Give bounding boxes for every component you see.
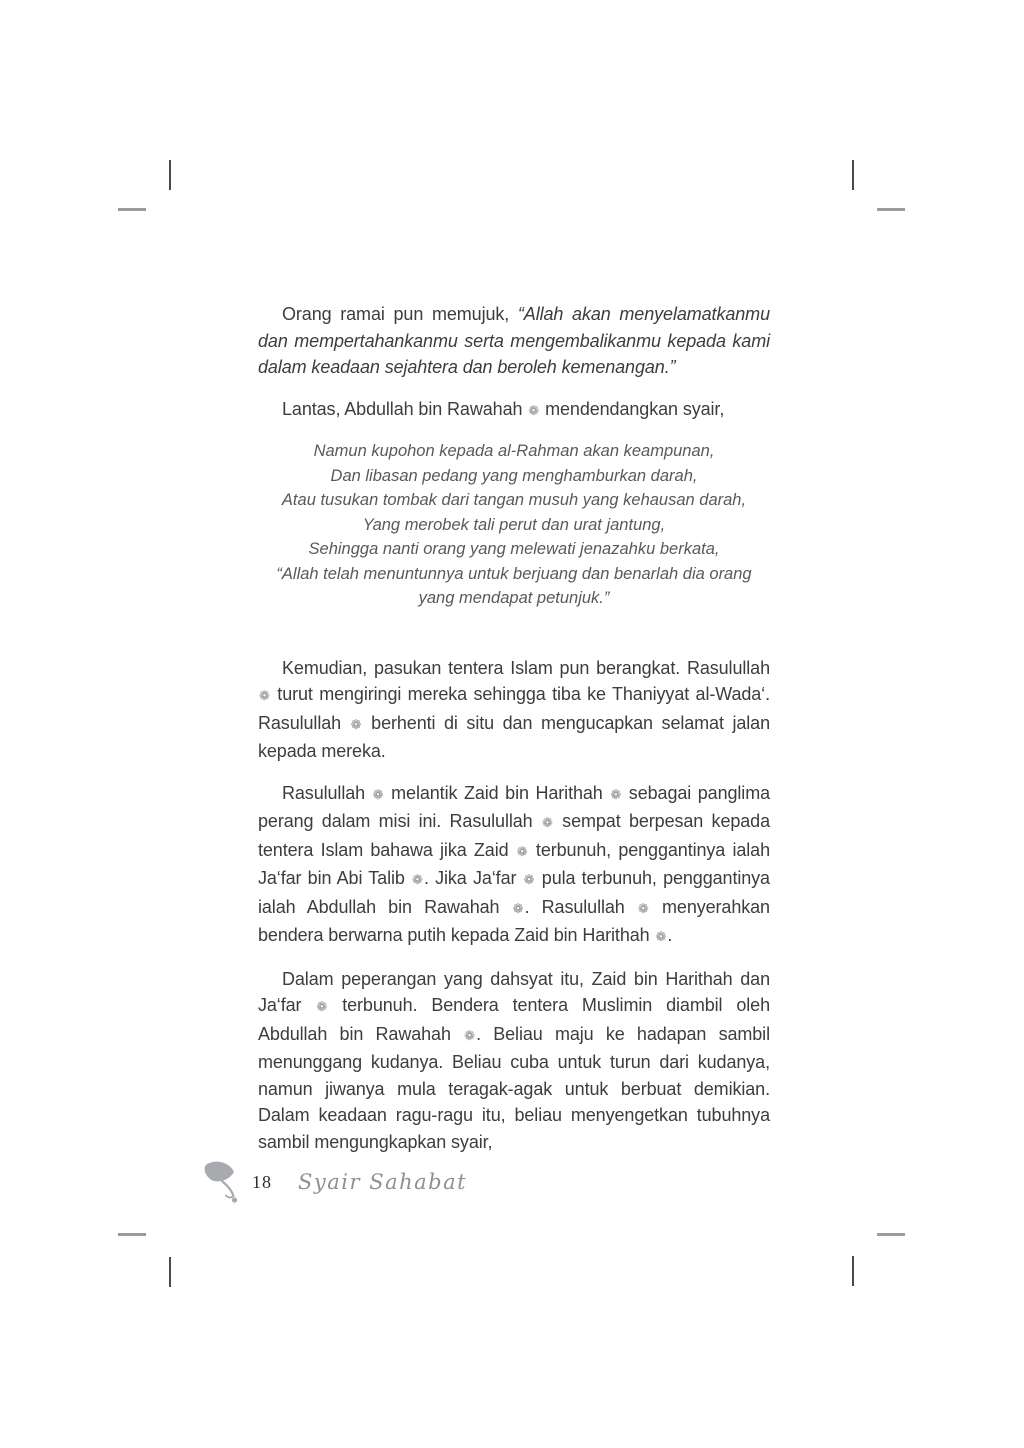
honorific-icon: ❁ — [512, 900, 524, 916]
honorific-icon: ❁ — [412, 872, 423, 887]
honorific-icon: ❁ — [610, 786, 622, 802]
crop-mark-bottom-left-horizontal — [118, 1233, 146, 1236]
text-column — [258, 301, 770, 1155]
crop-mark-top-left-horizontal — [118, 208, 146, 211]
honorific-icon: ❁ — [516, 843, 528, 859]
poem-line: Yang merobek tali perut dan urat jantung, — [362, 515, 666, 534]
paragraph-persuasion — [258, 301, 770, 381]
honorific-icon: ❁ — [528, 402, 540, 418]
crop-mark-bottom-right-horizontal — [877, 1233, 905, 1236]
crop-mark-top-left-vertical — [169, 160, 171, 190]
paragraph-lantas: Lantas, Abdullah bin Rawahah ❁ mendendangkan syair, — [282, 398, 725, 419]
poem-line: Atau tusukan tombak dari tangan musuh yang kehausan darah, — [281, 491, 747, 509]
honorific-icon: ❁ — [259, 688, 270, 703]
paragraph-appointment: Rasulullah ❁ melantik Zaid bin Harithah ❁ sebagai panglima perang dalam misi ini. Rasulullah ❁ sempat berpesan kepada tentera Islam bahawa jika Zaid ❁ terbunuh, penggantinya ialah Ja‘far bin Abi Talib ❁. Jika Ja‘far ❁ pula terbunuh, penggantinya ialah Abdullah bin Rawahah ❁. Rasulullah ❁ menyerahkan bendera berwarna putih kepada Zaid bin Harithah ❁. — [258, 782, 771, 945]
crop-mark-bottom-right-vertical — [852, 1256, 854, 1286]
honorific-icon: ❁ — [637, 900, 649, 916]
paragraph-persuasion-quote: “Allah akan menyelamatkanmu dan mempertahankanmu serta mengembalikanmu kepada kami dalam keadaan sejahtera dan beroleh kemenangan.” — [258, 304, 770, 377]
paragraph-persuasion-intro: Orang ramai pun memujuk, — [282, 304, 518, 324]
poem-line: Namun kupohon kepada al-Rahman akan keampunan, — [313, 442, 715, 460]
honorific-icon: ❁ — [655, 929, 667, 944]
honorific-icon: ❁ — [350, 716, 362, 732]
quill-feather-icon — [198, 1156, 250, 1208]
poem-line: Dan libasan pedang yang menghamburkan darah, — [330, 466, 698, 485]
honorific-icon: ❁ — [372, 786, 384, 802]
crop-mark-top-right-vertical — [852, 160, 854, 190]
honorific-icon: ❁ — [464, 1027, 476, 1043]
honorific-icon: ❁ — [541, 815, 553, 830]
paragraph-battle: Dalam peperangan yang dahsyat itu, Zaid bin Harithah dan Ja‘far ❁ terbunuh. Bendera tentera Muslimin diambil oleh Abdullah bin Rawahah ❁. Beliau maju ke hadapan sambil menunggang kudanya. Beliau cuba untuk turun dari kudanya, namun jiwanya mula teragak-agak untuk berbuat demikian. Dalam keadaan ragu-ragu itu, beliau menyengetkan tubuhnya sambil mengungkapkan syair, — [258, 968, 770, 1152]
poem-line: Sehingga nanti orang yang melewati jenazahku berkata, — [308, 540, 720, 558]
poem-block — [258, 439, 770, 611]
crop-mark-bottom-left-vertical — [169, 1257, 171, 1287]
paragraph-departure: Kemudian, pasukan tentera Islam pun berangkat. Rasulullah ❁ turut mengiringi mereka sehingga tiba ke Thaniyyat al-Wada‘. Rasulullah ❁ berhenti di situ dan mengucapkan selamat jalan kepada mereka. — [258, 657, 771, 761]
poem-line: “Allah telah menuntunnya untuk berjuang dan benarlah dia orang yang mendapat petunjuk.” — [276, 564, 752, 607]
crop-mark-top-right-horizontal — [877, 208, 905, 211]
running-title: Syair Sahabat — [298, 1170, 468, 1194]
honorific-icon: ❁ — [316, 999, 328, 1014]
honorific-icon: ❁ — [523, 872, 535, 887]
page-number: 18 — [252, 1171, 272, 1192]
page-footer — [198, 1156, 467, 1208]
